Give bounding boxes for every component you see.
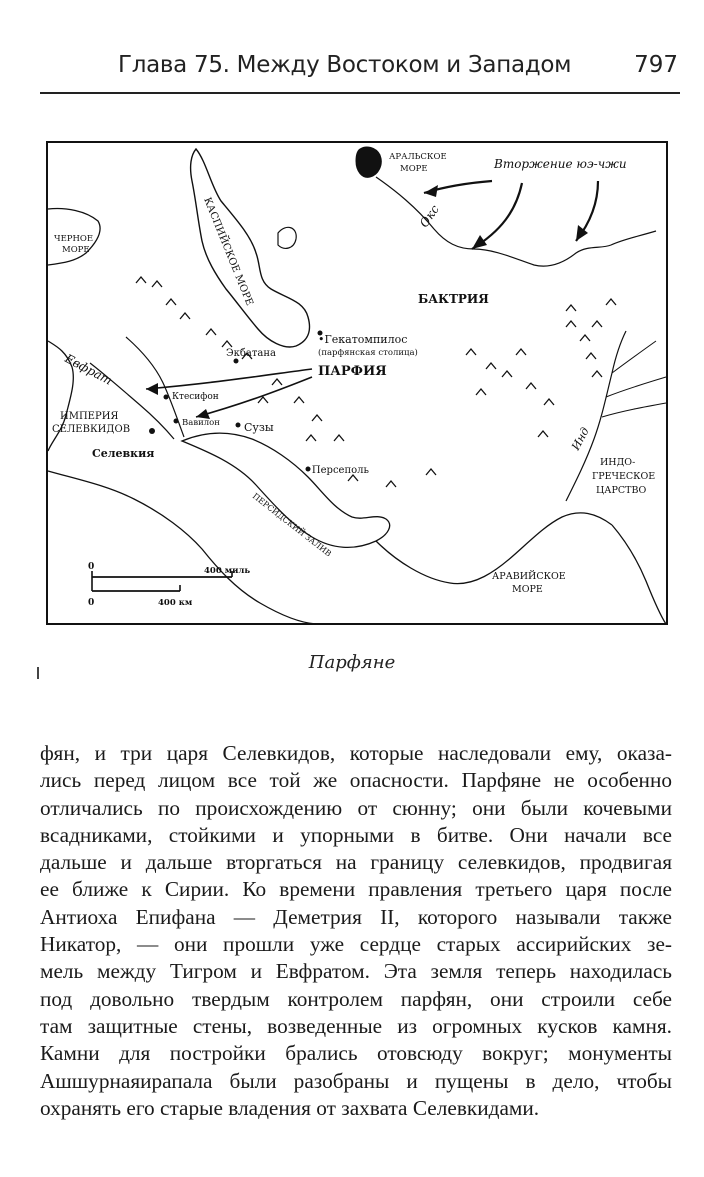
indo-greek-label-3: ЦАРСТВО	[596, 485, 647, 496]
stray-mark	[37, 667, 39, 679]
arabian-sea-label-1: АРАВИЙСКОЕ	[492, 571, 566, 582]
oxus-label: Окс	[416, 202, 442, 230]
text-line: Антиоха Епифана — Деметрия II, которого называли также	[40, 904, 672, 929]
map-figure	[46, 141, 668, 625]
black-sea-label-1: ЧЕРНОЕ	[54, 234, 94, 244]
page-header	[40, 46, 680, 86]
babylon-label: Вавилон	[182, 418, 220, 428]
aral-sea	[356, 147, 381, 177]
text-line: мель между Тигром и Евфратом. Эта земля теперь находилась	[40, 959, 672, 984]
running-head: Глава 75. Между Востоком и Западом	[118, 52, 572, 78]
map-border	[47, 142, 667, 624]
seleucid-label-2: СЕЛЕВКИДОВ	[52, 424, 131, 435]
figure-caption: Парфяне	[308, 652, 396, 673]
page-number: 797	[634, 52, 678, 78]
scale-zero-bottom: 0	[88, 598, 95, 608]
body-text	[40, 740, 672, 1122]
aral-sea-label-2: МОРЕ	[400, 164, 428, 174]
text-line: лись перед лицом все той же опасности. Парфяне не особенно	[40, 768, 672, 793]
ecbatana-dot	[234, 359, 239, 364]
bactria-label: БАКТРИЯ	[418, 292, 489, 306]
caspian-label: КАСПИЙСКОЕ МОРЕ	[201, 196, 255, 308]
euphrates-label: Евфрат	[62, 351, 115, 388]
text-line: охранять его старые владения от захвата Селевкидами.	[40, 1095, 540, 1120]
text-line: Камни для постройки брались отовсюду вокруг; монументы	[40, 1041, 672, 1066]
susa-label: Сузы	[244, 421, 274, 434]
ecbatana-label: Экбатана	[226, 348, 277, 359]
susa-dot	[236, 423, 241, 428]
indo-greek-label-2: ГРЕЧЕСКОЕ	[592, 471, 656, 482]
babylon-dot	[174, 419, 179, 424]
seleucia-label: Селевкия	[92, 447, 155, 460]
invasion-label: Вторжение юэ-чжи	[494, 157, 627, 171]
text-line: под довольно твердым контролем парфян, они строили себе	[40, 986, 672, 1011]
hecatompylos-label-1: •Гекатомпилос	[318, 333, 408, 346]
aral-sea-label-1: АРАЛЬСКОЕ	[389, 152, 447, 162]
hecatompylos-label-2: (парфянская столица)	[318, 348, 418, 358]
text-line: Никатор, — они прошли уже сердце старых ассирийских зе-	[40, 932, 672, 957]
ctesiphon-label: Ктесифон	[172, 392, 219, 402]
text-line: там защитные стены, возведенные из огромных кусков камня.	[40, 1013, 672, 1038]
black-sea-label-2: МОРЕ	[62, 245, 90, 255]
indo-greek-label-1: ИНДО-	[600, 457, 636, 468]
scale-km: 400 км	[158, 598, 193, 608]
text-line: Ашшурнаяирапала были разобраны и пущены в дело, чтобы	[40, 1068, 672, 1093]
persian-gulf-label: ПЕРСИДСКИЙ ЗАЛИВ	[250, 491, 333, 559]
header-rule	[40, 92, 680, 94]
text-line: отличались по происхождению от сюнну; они были кочевыми	[40, 795, 672, 820]
parthia-label: ПАРФИЯ	[318, 364, 387, 379]
text-line: ее ближе к Сирии. Ко времени правления третьего царя после	[40, 877, 672, 902]
seleucid-label-1: ИМПЕРИЯ	[60, 411, 119, 422]
seleucia-dot	[149, 428, 155, 434]
scale-zero-top: 0	[88, 562, 95, 572]
map-svg	[46, 141, 668, 625]
text-line: всадниками, стойкими и упорными в битве. Они начали все	[40, 822, 672, 847]
text-line: дальше и дальше вторгаться на границу селевкидов, продвигая	[40, 850, 672, 875]
ctesiphon-dot	[164, 395, 169, 400]
text-line: фян, и три царя Селевкидов, которые наследовали ему, оказа-	[40, 741, 672, 765]
persepolis-label: •Персеполь	[306, 465, 369, 476]
arabian-sea-label-2: МОРЕ	[512, 584, 543, 595]
indus-label: Инд	[569, 425, 592, 453]
scale-miles: 400 миль	[204, 566, 251, 576]
